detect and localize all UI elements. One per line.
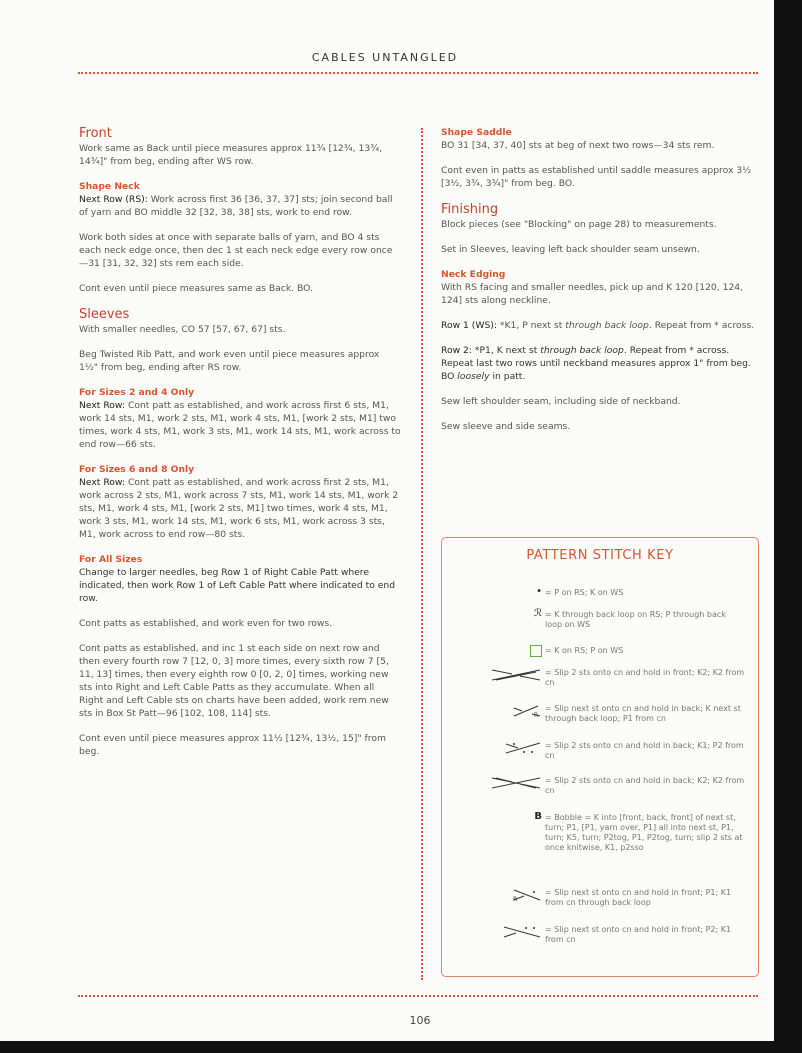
row-2-instruction [441,344,759,383]
row-1-instruction [441,319,759,332]
key-desc: = Bobble = K into [front, back, front] of next st, turn; P1, [P1, yarn over, P1] all into next st, P1, turn; K5, turn; P2tog, P1, P2tog, turn; slip 2 sts at once knitwise, K1, p2sso [545,813,743,852]
all-sizes-paragraph: Cont even until piece measures approx 11½ [12¾, 13½, 15]" from beg. [79,733,386,757]
sleeves-text: With smaller needles, CO 57 [57, 67, 67] sts. [79,324,286,335]
shape-saddle-heading: Shape Saddle [441,127,512,138]
key-desc: = P on RS; K on WS [545,588,624,597]
purl-dot-icon: • [536,586,542,597]
row-text: Work across first 36 [36, 37, 37] sts; join second ball of yarn and BO middle 32 [32, 38, 38] sts, work to end row. [79,194,393,218]
shape-neck-row [79,193,401,219]
sleeves-paragraph: Beg Twisted Rib Patt, and work even until piece measures approx 1½" from beg, ending after RS row. [79,349,380,373]
neck-edging-heading: Neck Edging [441,269,506,280]
cable-2-1-back-purl-icon [504,741,542,758]
front-text: Work same as Back until piece measures approx 11¾ [12¾, 13¾, 14¾]" from beg, ending after WS row. [79,143,383,167]
row-text-italic: loosely [457,371,490,382]
sizes-2-4-heading: For Sizes 2 and 4 Only [79,387,195,398]
key-desc: = Slip next st onto cn and hold in front; P2; K1 from cn [545,925,732,944]
neck-paragraph: Work both sides at once with separate balls of yarn, and BO 4 sts each neck edge once, then dec 1 st each neck edge every row once—31 [31, 32, 32] sts rem each side. [79,232,393,269]
row-label: Next Row: [79,477,126,488]
row-text: Cont patt as established, and work across first 6 sts, M1, work 14 sts, M1, work 2 sts, M1, work 4 sts, M1, [work 2 sts, M1] two times, work 4 sts, M1, work 3 sts, M1, work 14 sts, M1, work across to end row—66 sts. [79,400,401,450]
bobble-icon: B [534,811,542,822]
cable-1-2-front-purl-icon [502,925,542,942]
twisted-stitch-icon: ℛ [534,608,542,619]
knit-square-icon [530,645,542,660]
cable-1-1-back-twisted-icon [512,704,542,721]
all-sizes-text: Change to larger needles, beg Row 1 of Right Cable Patt where indicated, then work Row 1 of Left Cable Patt where indicated to end row. [79,567,396,604]
row-text: . Repeat from * across. [648,320,755,331]
column-divider [421,128,423,980]
front-heading: Front [79,126,112,141]
scan-edge-bottom [0,1041,802,1053]
row-label: Next Row (RS): [79,194,148,205]
all-sizes-paragraph: Cont patts as established, and inc 1 st each side on next row and then every fourth row 7 [12, 0, 3] more times, every sixth row 7 [5, 11, 13] times, then every eighth row 0 [0, 2, 0] times, working new sts into Right and Left Cable Patts as they accumulate. When all Right and Left Cable sts on charts have been added, work rem new sts in Box St Patt—96 [102, 108, 114] sts. [79,643,389,719]
neck-edging-text: With RS facing and smaller needles, pick up and K 120 [120, 124, 124] sts along neckline. [441,282,744,306]
pattern-stitch-key [441,537,759,977]
key-desc: = K through back loop on RS; P through back loop on WS [545,610,726,629]
left-column [79,126,401,770]
key-desc: = Slip 2 sts onto cn and hold in front; K2; K2 from cn [545,668,745,687]
row-text: Cont patt as established, and work across first 2 sts, M1, work across 2 sts, M1, work across 7 sts, M1, work 14 sts, M1, work 2 sts, M1, work 4 sts, M1, [work 2 sts, M1] two times, work 4 sts, M1, work 3 sts, M1, work 14 sts, M1, work 6 sts, M1, work across 3 sts, M1, work across to end row—80 sts. [79,477,399,540]
row-text: . Repeat from * across. Repeat last two rows until neckband measures approx 1" from beg. BO [441,345,751,382]
row-text: in patt. [489,371,526,382]
row-label: Row 1 (WS): [441,320,497,331]
finishing-paragraph: Set in Sleeves, leaving left back shoulder seam unsewn. [441,244,700,255]
sizes-2-4-text [79,399,401,451]
key-desc: = Slip next st onto cn and hold in back; K next st through back loop; P1 from cn [545,704,741,723]
key-desc: = Slip next st onto cn and hold in front; P1; K1 from cn through back loop [545,888,732,907]
top-divider [78,72,758,74]
running-title: CABLES UNTANGLED [311,51,459,64]
svg-text:R: R [513,896,518,902]
sleeves-heading: Sleeves [79,307,130,322]
row-text-italic: through back loop [540,345,624,356]
all-sizes-paragraph: Cont patts as established, and work even for two rows. [79,618,333,629]
row-text-italic: through back loop [565,320,649,331]
sew-paragraph: Sew left shoulder seam, including side of neckband. [441,396,681,407]
sew-paragraph: Sew sleeve and side seams. [441,421,571,432]
finishing-text: Block pieces (see "Blocking" on page 28) to measurements. [441,219,717,230]
key-desc: = K on RS; P on WS [545,646,624,655]
key-desc: = Slip 2 sts onto cn and hold in back; K2; K2 from cn [545,776,745,795]
shape-neck-heading: Shape Neck [79,181,140,192]
saddle-paragraph: Cont even in patts as established until saddle measures approx 3½ [3½, 3¾, 3¾]" from beg. BO. [441,165,752,189]
shape-saddle-text: BO 31 [34, 37, 40] sts at beg of next two rows—34 sts rem. [441,140,715,151]
row-label: Next Row: [79,400,126,411]
sizes-6-8-heading: For Sizes 6 and 8 Only [79,464,195,475]
row-text: *K1, P next st [496,320,566,331]
cable-2-2-back-icon [490,776,542,793]
finishing-heading: Finishing [441,202,499,217]
neck-paragraph: Cont even until piece measures same as Back. BO. [79,283,313,294]
page-number: 106 [409,1014,431,1027]
row-label: Row 2: [441,345,472,356]
scan-edge-right [774,0,802,1053]
row-text: *P1, K next st [471,345,541,356]
sizes-6-8-text [79,476,401,541]
cable-1-1-front-twisted-icon [512,888,542,905]
key-title: PATTERN STITCH KEY [526,548,674,563]
right-column [441,126,759,445]
all-sizes-heading: For All Sizes [79,554,143,565]
key-desc: = Slip 2 sts onto cn and hold in back; K1; P2 from cn [545,741,744,760]
bottom-divider [78,995,758,997]
svg-text:R: R [534,712,539,718]
cable-2-2-front-icon [490,668,542,685]
